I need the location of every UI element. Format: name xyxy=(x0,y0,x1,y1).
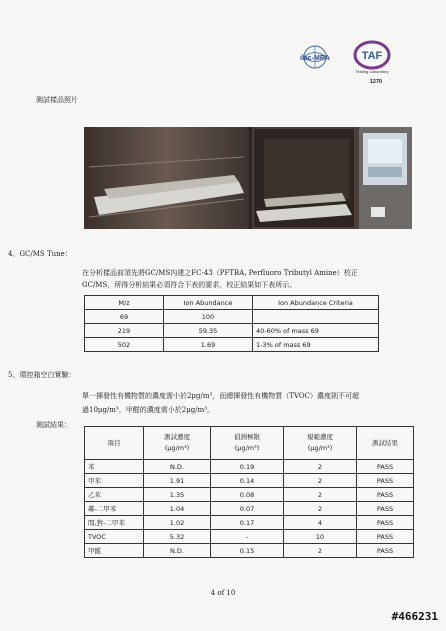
table-row xyxy=(85,488,414,502)
table-row xyxy=(85,474,414,488)
table-cell: 5.32 xyxy=(144,530,211,544)
table-header-row xyxy=(85,427,414,460)
table-cell: PASS xyxy=(357,516,414,530)
table-cell: 間,對-二甲苯 xyxy=(85,516,144,530)
column-header xyxy=(284,427,357,460)
table-cell: PASS xyxy=(357,502,414,516)
column-header xyxy=(211,427,284,460)
table-row xyxy=(85,310,379,324)
page-number: 4 of 10 xyxy=(210,589,236,597)
table-cell: 69 xyxy=(85,310,164,324)
header-line: 偵測極限 xyxy=(234,433,260,441)
table-cell: 2 xyxy=(284,544,357,558)
header-unit: (μg/m³) xyxy=(164,444,190,452)
test-sample-photo xyxy=(84,127,412,229)
table-cell: 乙苯 xyxy=(85,488,144,502)
photo-heading: 測試樣品照片 xyxy=(36,96,78,104)
blank-text-line2: 過10μg/m³，甲醛的濃度需小於2μg/m³。 xyxy=(82,406,215,414)
table-cell: 1.04 xyxy=(144,502,211,516)
gcms-text-line2: GC/MS，所得分析結果必須符合下表的要求，校正結果如下表所示。 xyxy=(82,281,297,289)
document-id: #466231 xyxy=(391,610,438,623)
table-cell: 4 xyxy=(284,516,357,530)
table-cell: 2 xyxy=(284,502,357,516)
results-label: 測試結果： xyxy=(36,421,71,429)
table-cell: PASS xyxy=(357,460,414,474)
table-cell: 0.14 xyxy=(211,474,284,488)
header-line: 規範濃度 xyxy=(307,433,333,441)
header-unit: (μg/m³) xyxy=(234,444,260,452)
table-row xyxy=(85,544,414,558)
table-row xyxy=(85,530,414,544)
column-header: Ion Abundance Criteria xyxy=(253,296,379,310)
blank-test-heading: 5、環控箱空白實驗： xyxy=(8,371,76,379)
table-row xyxy=(85,460,414,474)
table-row xyxy=(85,502,414,516)
table-row xyxy=(85,324,379,338)
table-cell: 0.15 xyxy=(211,544,284,558)
table-cell: 2 xyxy=(284,488,357,502)
table-cell: 鄰-二甲苯 xyxy=(85,502,144,516)
table-cell: 2 xyxy=(284,460,357,474)
table-header-row xyxy=(85,296,379,310)
table-cell: PASS xyxy=(357,488,414,502)
svg-text:1270: 1270 xyxy=(369,79,383,85)
blank-text-line1: 單一揮發性有機物質的濃度需小於2μg/m³，而總揮發性有機物質（TVOC）濃度則不可超 xyxy=(82,392,359,400)
table-cell: 0.19 xyxy=(211,460,284,474)
header-line: 測試濃度 xyxy=(164,433,190,441)
table-cell: 1-3% of mass 69 xyxy=(253,338,379,352)
svg-text:TAF: TAF xyxy=(361,50,383,62)
table-cell xyxy=(253,310,379,324)
table-row xyxy=(85,516,414,530)
table-row xyxy=(85,338,379,352)
table-cell: 219 xyxy=(85,324,164,338)
column-header: 測試結果 xyxy=(357,427,414,460)
blank-results-table xyxy=(84,426,414,558)
column-header: Ion Abundance xyxy=(164,296,253,310)
table-cell: - xyxy=(211,530,284,544)
table-cell: 1.02 xyxy=(144,516,211,530)
table-cell: 1.91 xyxy=(144,474,211,488)
taf-logo xyxy=(344,40,400,88)
column-header: 項目 xyxy=(85,427,144,460)
table-cell: N.D. xyxy=(144,544,211,558)
table-cell: 10 xyxy=(284,530,357,544)
table-cell: 502 xyxy=(85,338,164,352)
svg-text:ilac-MRA: ilac-MRA xyxy=(300,55,330,62)
gcms-heading: 4、GC/MS Tune： xyxy=(8,250,72,258)
table-cell: 100 xyxy=(164,310,253,324)
table-cell: 0.17 xyxy=(211,516,284,530)
table-cell: 甲醛 xyxy=(85,544,144,558)
table-cell: 59.35 xyxy=(164,324,253,338)
column-header: M/z xyxy=(85,296,164,310)
table-cell: PASS xyxy=(357,530,414,544)
svg-text:Testing Laboratory: Testing Laboratory xyxy=(355,69,389,74)
ilac-mra-logo xyxy=(289,44,341,74)
table-cell: 40-60% of mass 69 xyxy=(253,324,379,338)
table-cell: 1.69 xyxy=(164,338,253,352)
table-cell: 0.07 xyxy=(211,502,284,516)
table-cell: N.D. xyxy=(144,460,211,474)
table-cell: PASS xyxy=(357,474,414,488)
column-header xyxy=(144,427,211,460)
table-cell: 0.08 xyxy=(211,488,284,502)
table-cell: 甲苯 xyxy=(85,474,144,488)
ion-abundance-table xyxy=(84,295,379,352)
table-cell: TVOC xyxy=(85,530,144,544)
table-cell: 1.35 xyxy=(144,488,211,502)
table-cell: 苯 xyxy=(85,460,144,474)
header-unit: (μg/m³) xyxy=(307,444,333,452)
gcms-text-line1: 在分析樣品前須先將GC/MS內建之FC-43（PFTBA, Perfluoro Tributyl Amine）校正 xyxy=(82,269,358,277)
table-cell: 2 xyxy=(284,474,357,488)
table-cell: PASS xyxy=(357,544,414,558)
